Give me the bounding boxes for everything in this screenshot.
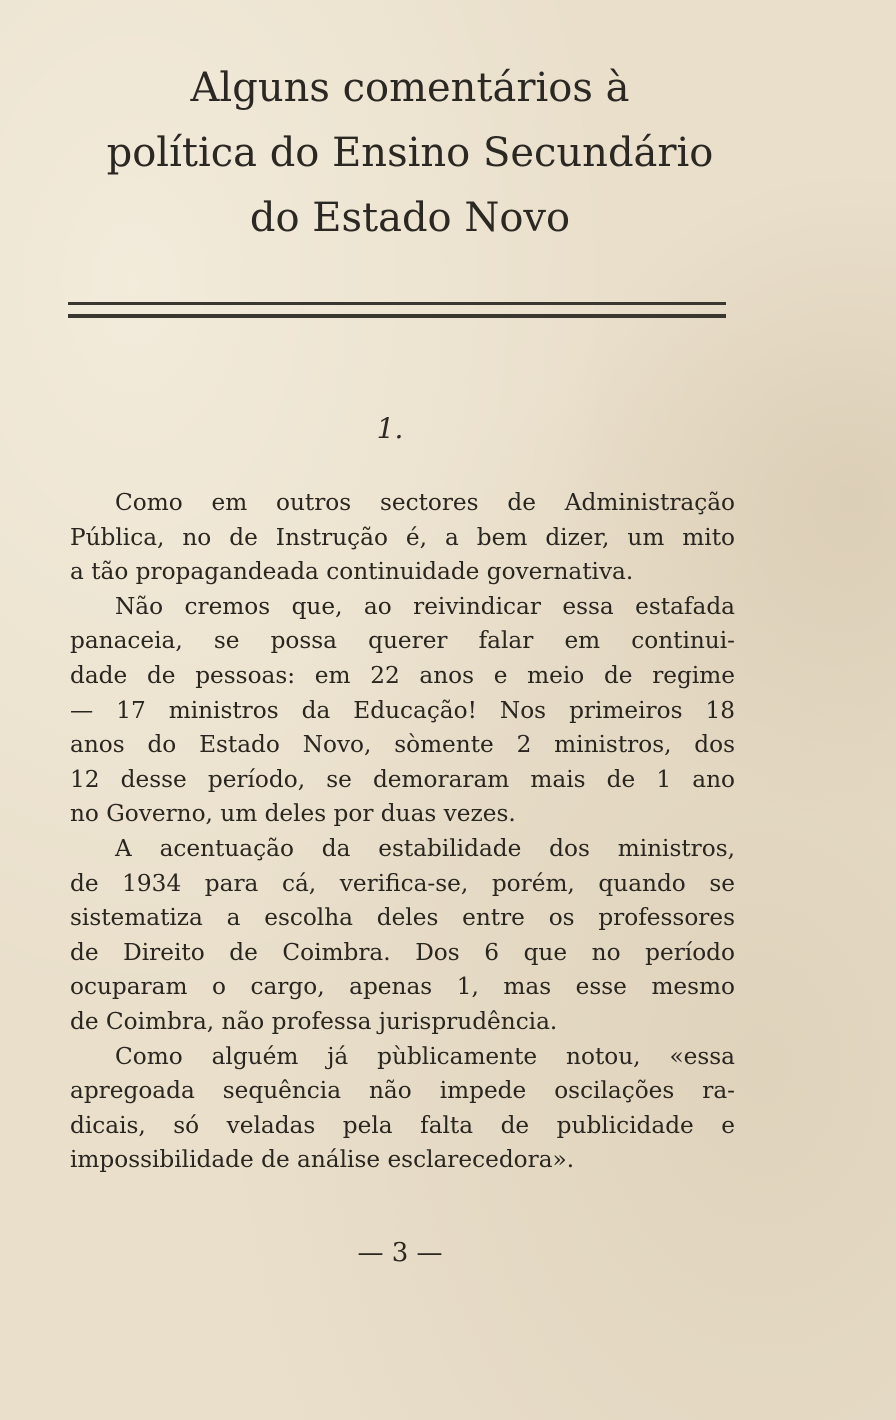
chapter-title-line-3: do Estado Novo: [249, 195, 571, 241]
text-line: de Direito de Coimbra. Dos 6 que no período: [70, 938, 735, 966]
body-text: [70, 486, 735, 1178]
chapter-title-line-1: Alguns comentários à: [190, 65, 630, 111]
paragraph-4: [70, 1040, 735, 1178]
page-number: — 3 —: [357, 1238, 443, 1268]
text-line: Como em outros sectores de Administração: [115, 489, 735, 516]
chapter-title-line-2: política do Ensino Secundário: [106, 130, 714, 176]
paragraph-1: [70, 486, 735, 590]
text-line: a tão propagandeada continuidade governativa.: [70, 558, 634, 586]
text-line: Como alguém já pùblicamente notou, «essa: [115, 1042, 735, 1070]
text-line: de 1934 para cá, verifica-se, porém, quando se: [70, 869, 735, 897]
text-line: sistematiza a escolha deles entre os professores: [70, 904, 735, 932]
title-rule-thick: [68, 314, 726, 318]
text-line: apregoada sequência não impede oscilações ra-: [70, 1077, 735, 1105]
text-line: Pública, no de Instrução é, a bem dizer, um mito: [70, 523, 735, 551]
paragraph-2: [70, 590, 735, 832]
text-line: — 17 ministros da Educação! Nos primeiros 18: [70, 696, 735, 724]
title-rule-thin: [68, 302, 726, 305]
paragraph-3: [70, 832, 735, 1040]
text-line: Não cremos que, ao reivindicar essa estafada: [115, 592, 735, 620]
text-line: dicais, só veladas pela falta de publicidade e: [70, 1111, 735, 1139]
text-line: 12 desse período, se demoraram mais de 1 ano: [70, 765, 735, 793]
text-line: A acentuação da estabilidade dos ministros,: [115, 834, 735, 862]
text-line: dade de pessoas: em 22 anos e meio de regime: [70, 661, 735, 689]
text-line: ocuparam o cargo, apenas 1, mas esse mesmo: [70, 973, 735, 1001]
text-line: anos do Estado Novo, sòmente 2 ministros, dos: [70, 731, 735, 759]
text-line: no Governo, um deles por duas vezes.: [70, 800, 516, 828]
section-number: 1.: [376, 412, 404, 445]
text-line: impossibilidade de análise esclarecedora».: [70, 1146, 575, 1174]
text-line: de Coimbra, não professa jurisprudência.: [70, 1007, 558, 1035]
text-line: panaceia, se possa querer falar em continui-: [70, 627, 735, 655]
